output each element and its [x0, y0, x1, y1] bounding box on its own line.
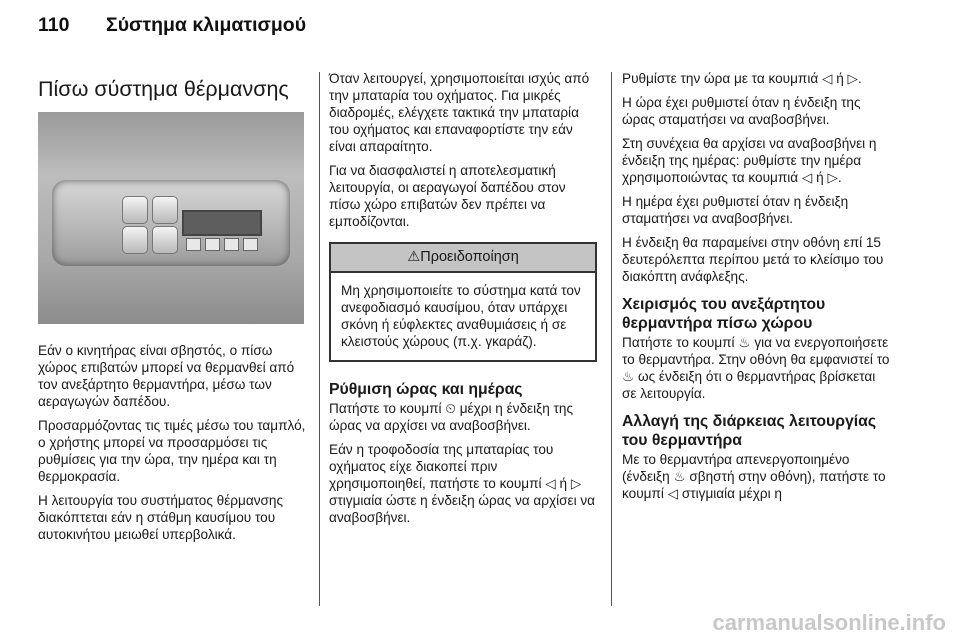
- warning-header: [331, 244, 595, 273]
- panel-key: [224, 238, 239, 251]
- page-number: 110: [38, 14, 70, 36]
- panel-button: [122, 196, 148, 224]
- paragraph: Ρυθμίστε την ώρα με τα κουμπιά ◁ ή ▷.: [622, 71, 862, 86]
- control-panel: [52, 180, 290, 266]
- panel-key: [243, 238, 258, 251]
- panel-button: [122, 226, 148, 254]
- paragraph: Πατήστε το κουμπί ♨ για να ενεργοποιήσετε το θερμαντήρα. Στην οθόνη θα εμφανιστεί το ♨ ως ένδειξη ότι ο θερμαντήρας βρίσκεται σε λειτουργία.: [622, 335, 890, 401]
- subheading: Χειρισμός του ανεξάρτητου θερμαντήρα πίσω χώρου: [622, 296, 826, 332]
- paragraph: Εάν ο κινητήρας είναι σβηστός, ο πίσω χώρος επιβατών μπορεί να θερμανθεί από τον ανεξάρτητο θερμαντήρα, μέσω των αεραγωγών δαπέδου.: [38, 343, 295, 409]
- paragraph: Στη συνέχεια θα αρχίσει να αναβοσβήνει η ένδειξη της ημέρας: ρυθμίστε την ημέρα χρησιμοποιώντας τα κουμπιά ◁ ή ▷.: [622, 136, 877, 185]
- warning-box: [329, 242, 597, 362]
- column-2: [329, 70, 597, 533]
- panel-display: [182, 210, 262, 236]
- page-header: [38, 14, 306, 37]
- subheading: Ρύθμιση ώρας και ημέρας: [329, 381, 523, 398]
- paragraph: Εάν η τροφοδοσία της μπαταρίας του οχήματος είχε διακοπεί πριν χρησιμοποιηθεί, πατήστε το κουμπί ◁ ή ▷ στιγμιαία ώστε η ένδειξη ώρας να αρχίσει να αναβοσβήνει.: [329, 442, 596, 525]
- panel-key: [205, 238, 220, 251]
- paragraph: Με το θερμαντήρα απενεργοποιημένο (ένδειξη ♨ σβηστή στην οθόνη), πατήστε το κουμπί ◁ στιγμιαία μέχρι η: [622, 452, 886, 501]
- paragraph: Πατήστε το κουμπί ⏲ μέχρι η ένδειξη της ώρας να αρχίσει να αναβοσβήνει.: [329, 401, 574, 433]
- section-title: Πίσω σύστημα θέρμανσης: [38, 77, 289, 101]
- chapter-title: Σύστημα κλιματισμού: [106, 14, 307, 36]
- subheading: Αλλαγή της διάρκειας λειτουργίας του θερμαντήρα: [622, 413, 877, 449]
- paragraph: Προσαρμόζοντας τις τιμές μέσω του ταμπλό, ο χρήστης μπορεί να προσαρμόσει τις ρυθμίσεις για την ώρα, την ημέρα και τη θερμοκρασία.: [38, 418, 306, 484]
- panel-button: [152, 196, 178, 224]
- paragraph: Η λειτουργία του συστήματος θέρμανσης διακόπτεται εάν η στάθμη καυσίμου του αυτοκινήτου μειωθεί υπερβολικά.: [38, 493, 284, 542]
- warning-title: Προειδοποίηση: [420, 249, 519, 265]
- column-divider: [319, 72, 320, 606]
- watermark: carmanualsonline.info: [712, 610, 946, 635]
- warning-triangle-icon: ⚠: [407, 249, 421, 265]
- column-1: [38, 70, 306, 550]
- paragraph: Η ένδειξη θα παραμείνει στην οθόνη επί 15 δευτερόλεπτα περίπου μετά το κλείσιμο του διακόπτη ανάφλεξης.: [622, 235, 884, 284]
- column-divider: [611, 72, 612, 606]
- panel-button: [152, 226, 178, 254]
- paragraph: Όταν λειτουργεί, χρησιμοποιείται ισχύς από την μπαταρία του οχήματος. Για μικρές διαδρομές, ελέγχετε τακτικά την μπαταρία του οχήματος και επαναφορτίστε την εάν είναι απαραίτητο.: [329, 71, 590, 154]
- paragraph: Η ώρα έχει ρυθμιστεί όταν η ένδειξη της ώρας σταματήσει να αναβοσβήνει.: [622, 95, 861, 127]
- heater-control-panel-photo: [38, 112, 304, 324]
- warning-text: Μη χρησιμοποιείτε το σύστημα κατά τον ανεφοδιασμό καυσίμου, όταν υπάρχει σκόνη ή εύφλεκτες αναθυμιάσεις ή σε κλειστούς χώρους (π.χ. γκαράζ).: [341, 283, 581, 349]
- panel-key: [186, 238, 201, 251]
- paragraph: Η ημέρα έχει ρυθμιστεί όταν η ένδειξη σταματήσει να αναβοσβήνει.: [622, 194, 849, 226]
- paragraph: Για να διασφαλιστεί η αποτελεσματική λειτουργία, οι αεραγωγοί δαπέδου στον πίσω χώρο επιβατών δεν πρέπει να εμποδίζονται.: [329, 163, 566, 229]
- column-3: [622, 70, 890, 509]
